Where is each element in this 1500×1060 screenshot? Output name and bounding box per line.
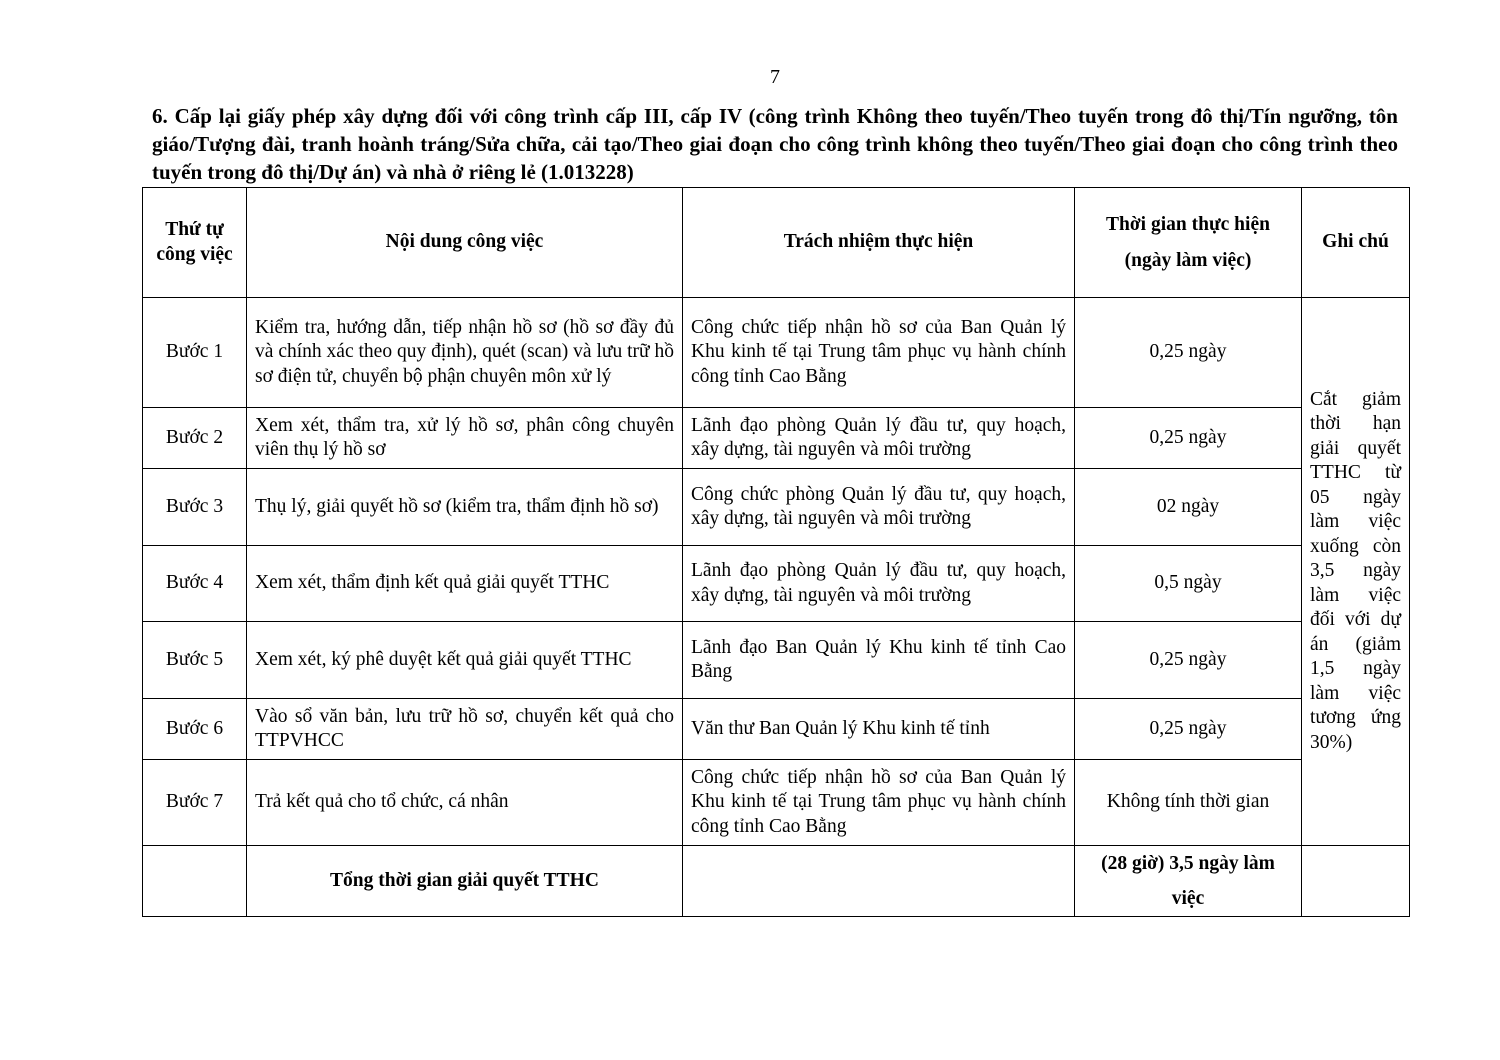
header-content: Nội dung công việc: [247, 188, 683, 298]
content-cell: Kiểm tra, hướng dẫn, tiếp nhận hồ sơ (hồ sơ đầy đủ và chính xác theo quy định), quét (scan) và lưu trữ hồ sơ điện tử, chuyển bộ phận chuyên môn xử lý: [247, 298, 683, 408]
total-responsible-cell: [683, 846, 1075, 917]
step-cell: Bước 2: [143, 408, 247, 469]
step-cell: Bước 5: [143, 622, 247, 699]
responsible-cell: Lãnh đạo phòng Quản lý đầu tư, quy hoạch, xây dựng, tài nguyên và môi trường: [683, 408, 1075, 469]
responsible-cell: Công chức phòng Quản lý đầu tư, quy hoạch, xây dựng, tài nguyên và môi trường: [683, 469, 1075, 546]
page-number: 7: [770, 66, 780, 88]
content-cell: Vào sổ văn bản, lưu trữ hồ sơ, chuyển kết quả cho TTPVHCC: [247, 699, 683, 760]
step-cell: Bước 1: [143, 298, 247, 408]
total-label: Tổng thời gian giải quyết TTHC: [247, 846, 683, 917]
step-cell: Bước 7: [143, 760, 247, 846]
table-row: [143, 622, 1410, 699]
responsible-cell: Lãnh đạo phòng Quản lý đầu tư, quy hoạch, xây dựng, tài nguyên và môi trường: [683, 546, 1075, 622]
time-cell: Không tính thời gian: [1075, 760, 1302, 846]
responsible-cell: Văn thư Ban Quản lý Khu kinh tế tỉnh: [683, 699, 1075, 760]
content-cell: Xem xét, thẩm tra, xử lý hồ sơ, phân công chuyên viên thụ lý hồ sơ: [247, 408, 683, 469]
table-header-row: [143, 188, 1410, 298]
header-note: Ghi chú: [1302, 188, 1410, 298]
time-cell: 0,25 ngày: [1075, 408, 1302, 469]
responsible-cell: Công chức tiếp nhận hồ sơ của Ban Quản lý Khu kinh tế tại Trung tâm phục vụ hành chính công tỉnh Cao Bằng: [683, 298, 1075, 408]
content-cell: Xem xét, thẩm định kết quả giải quyết TTHC: [247, 546, 683, 622]
section-title: 6. Cấp lại giấy phép xây dựng đối với công trình cấp III, cấp IV (công trình Không theo tuyến/Theo tuyến trong đô thị/Tín ngưỡng, tôn giáo/Tượng đài, tranh hoành tráng/Sửa chữa, cải tạo/Theo giai đoạn cho công trình không theo tuyến/Theo giai đoạn cho công trình theo tuyến trong đô thị/Dự án) và nhà ở riêng lẻ (1.013228): [152, 104, 1398, 184]
responsible-cell: Lãnh đạo Ban Quản lý Khu kinh tế tỉnh Cao Bằng: [683, 622, 1075, 699]
total-step-cell: [143, 846, 247, 917]
time-cell: 0,25 ngày: [1075, 622, 1302, 699]
table-row: [143, 408, 1410, 469]
content-cell: Xem xét, ký phê duyệt kết quả giải quyết TTHC: [247, 622, 683, 699]
header-time: Thời gian thực hiện (ngày làm việc): [1075, 188, 1302, 298]
time-cell: 0,5 ngày: [1075, 546, 1302, 622]
time-cell: 0,25 ngày: [1075, 298, 1302, 408]
time-cell: 02 ngày: [1075, 469, 1302, 546]
total-time: (28 giờ) 3,5 ngày làm việc: [1075, 846, 1302, 917]
step-cell: Bước 3: [143, 469, 247, 546]
header-responsible: Trách nhiệm thực hiện: [683, 188, 1075, 298]
responsible-cell: Công chức tiếp nhận hồ sơ của Ban Quản lý Khu kinh tế tại Trung tâm phục vụ hành chính công tỉnh Cao Bằng: [683, 760, 1075, 846]
table-row: [143, 469, 1410, 546]
total-row: [143, 846, 1410, 917]
table-row: [143, 546, 1410, 622]
procedure-table: [142, 187, 1410, 917]
note-cell: Cắt giảm thời hạn giải quyết TTHC từ 05 ngày làm việc xuống còn 3,5 ngày làm việc đối với dự án (giảm 1,5 ngày làm việc tương ứng 30%): [1302, 298, 1410, 846]
step-cell: Bước 6: [143, 699, 247, 760]
content-cell: Trả kết quả cho tổ chức, cá nhân: [247, 760, 683, 846]
time-cell: 0,25 ngày: [1075, 699, 1302, 760]
header-step: Thứ tự công việc: [143, 188, 247, 298]
content-cell: Thụ lý, giải quyết hồ sơ (kiểm tra, thẩm định hồ sơ): [247, 469, 683, 546]
step-cell: Bước 4: [143, 546, 247, 622]
total-note-cell: [1302, 846, 1410, 917]
table-row: [143, 298, 1410, 408]
table-row: [143, 760, 1410, 846]
table-row: [143, 699, 1410, 760]
